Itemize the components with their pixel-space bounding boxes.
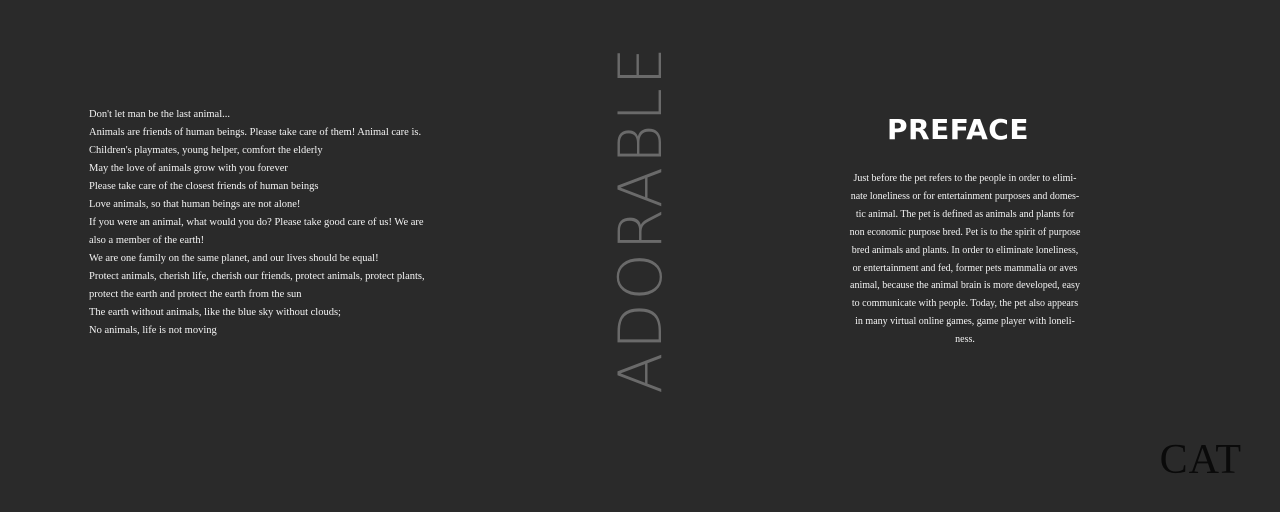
preface-line: bred animals and plants. In order to eliminate loneliness,	[851, 244, 1079, 256]
back-cover-line: Love animals, so that human beings are not alone!	[89, 199, 301, 210]
preface-body	[830, 170, 1100, 349]
back-cover-line: also a member of the earth!	[89, 235, 205, 246]
preface-line: ness.	[955, 334, 975, 346]
back-cover-text	[89, 106, 469, 340]
back-cover-line: No animals, life is not moving	[89, 325, 217, 336]
cat-label: CAT	[1159, 437, 1242, 483]
back-cover-line: Children's playmates, young helper, comfort the elderly	[89, 145, 323, 156]
back-cover-line: If you were an animal, what would you do? Please take good care of us! We are	[89, 217, 424, 228]
preface-line: Just before the pet refers to the people in order to elimi-	[853, 173, 1077, 184]
preface-line: nate loneliness or for entertainment purposes and domes-	[850, 190, 1080, 202]
preface-line: tic animal. The pet is defined as animals and plants for	[855, 208, 1075, 220]
preface-line: animal, because the animal brain is more developed, easy	[850, 280, 1080, 292]
preface-line: or entertainment and fed, former pets mammalia or aves	[852, 262, 1078, 274]
back-cover-line: The earth without animals, like the blue sky without clouds;	[89, 307, 341, 318]
back-cover-line: May the love of animals grow with you forever	[89, 163, 288, 174]
spine-title: ADORABLE	[606, 44, 676, 394]
back-cover-line: protect the earth and protect the earth from the sun	[89, 289, 302, 300]
back-cover-line: Please take care of the closest friends of human beings	[89, 181, 319, 192]
back-cover-line: Protect animals, cherish life, cherish our friends, protect animals, protect plants,	[89, 271, 425, 282]
preface-line: to communicate with people. Today, the pet also appears	[851, 298, 1079, 310]
back-cover-line: Animals are friends of human beings. Please take care of them! Animal care is.	[89, 127, 422, 138]
preface-line: in many virtual online games, game player with loneli-	[855, 316, 1075, 328]
back-cover-line: We are one family on the same planet, and our lives should be equal!	[89, 253, 379, 264]
preface-heading: PREFACE	[887, 113, 1029, 146]
preface-line: non economic purpose bred. Pet is to the spirit of purpose	[849, 226, 1081, 238]
back-cover-line: Don't let man be the last animal...	[89, 109, 230, 120]
